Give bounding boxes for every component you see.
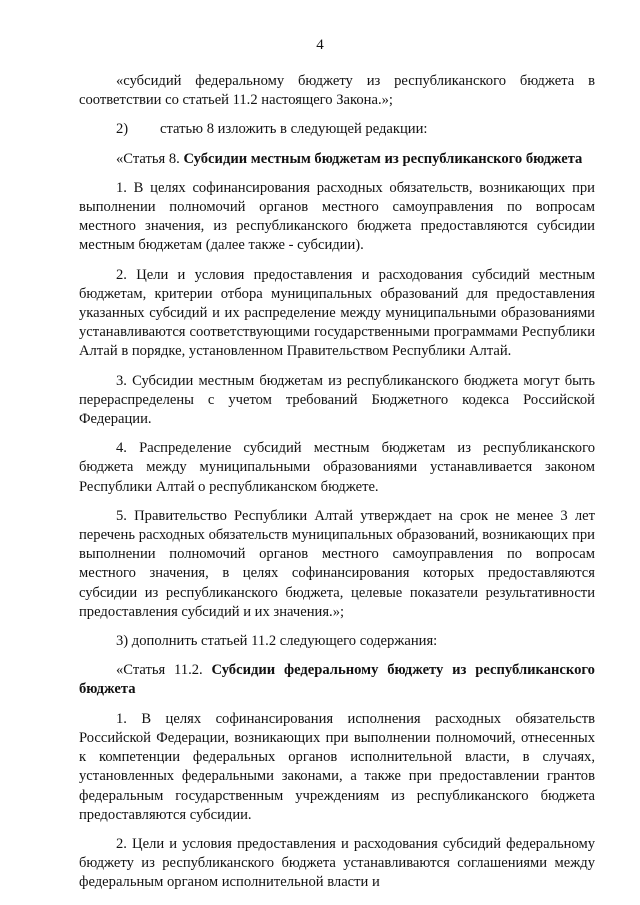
document-body bbox=[79, 72, 595, 903]
article-8-clause-3: 3. Субсидии местным бюджетам из республиканского бюджета могут быть перераспределены с учетом требований Бюджетного кодекса Российской Федерации. bbox=[79, 372, 595, 428]
article-8-clause-2: 2. Цели и условия предоставления и расходования субсидий местным бюджетам, критерии отбора муниципальных образований для предоставления указанных субсидий и их распределение между муниципальными образованиями устанавливаются соответствующими государственными программами Республики Алтай в порядке, установленном Правительством Республики Алтай. bbox=[79, 266, 595, 360]
article-heading-prefix: «Статья 11.2. bbox=[116, 662, 212, 679]
article-8-clause-5: 5. Правительство Республики Алтай утверждает на срок не менее 3 лет перечень расходных обязательств муниципальных образований, возникающих при выполнении полномочий органов местного самоуправления по вопросам местного значения, в целях софинансирования которых предоставляются субсидии из республиканского бюджета, целевые показатели результативности предоставления субсидий и их значения.»; bbox=[79, 507, 595, 620]
item-label: 2) bbox=[116, 121, 129, 138]
article-8-clause-4: 4. Распределение субсидий местным бюджетам из республиканского бюджета между муниципальными образованиями устанавливается законом Республики Алтай о республиканском бюджете. bbox=[79, 440, 595, 495]
paragraph-item-3: 3) дополнить статьей 11.2 следующего содержания: bbox=[116, 633, 438, 650]
article-11-2-heading bbox=[79, 661, 595, 699]
page-number: 4 bbox=[316, 37, 324, 53]
article-heading-prefix: «Статья 8. bbox=[116, 150, 184, 167]
article-8-heading bbox=[79, 150, 595, 169]
article-heading-title: Субсидии местным бюджетам из республиканского бюджета bbox=[183, 150, 583, 167]
paragraph-subsidies-federal-reference: «субсидий федеральному бюджету из республиканского бюджета в соответствии со статьей 11.2 настоящего Закона.»; bbox=[79, 73, 595, 109]
article-11-2-clause-2: 2. Цели и условия предоставления и расходования субсидий федеральному бюджету из республиканского бюджета устанавливаются соглашениями между федеральным органом исполнительной власти и bbox=[79, 835, 595, 891]
article-11-2-clause-1: 1. В целях софинансирования исполнения расходных обязательств Российской Федерации, возникающих при выполнении полномочий, отнесенных к компетенции федеральных органов исполнительной власти, в случаях, установленных федеральными законами, а также при предоставлении грантов федеральным государственным учреждениям из республиканского бюджета предоставляются субсидии. bbox=[79, 710, 595, 823]
article-heading-title: Субсидии федеральному бюджету из республиканского бюджета bbox=[79, 662, 595, 698]
article-8-clause-1: 1. В целях софинансирования расходных обязательств, возникающих при выполнении полномочий органов местного самоуправления по вопросам местного значения, из республиканского бюджета предоставляются субсидии местным бюджетам (далее также - субсидии). bbox=[79, 179, 595, 254]
paragraph-item-2 bbox=[79, 120, 595, 139]
item-text: статью 8 изложить в следующей редакции: bbox=[160, 121, 428, 138]
